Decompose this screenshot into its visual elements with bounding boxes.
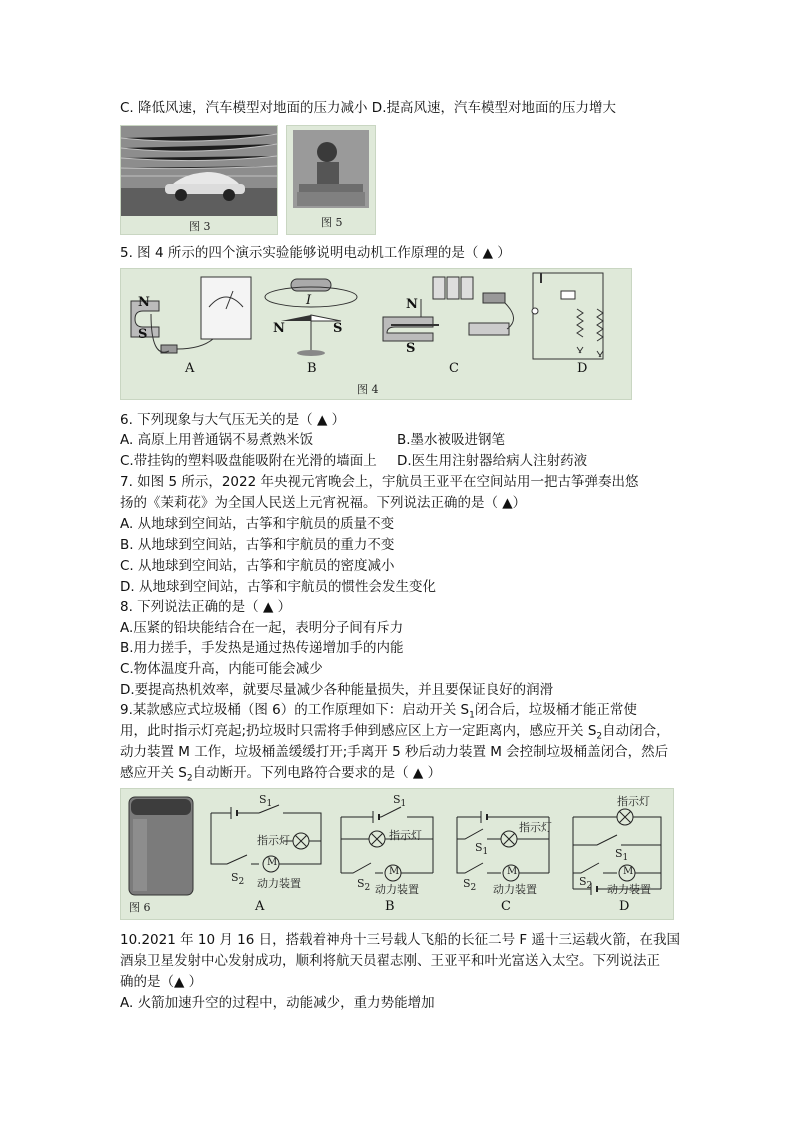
circuit-a-s1: $S_1$ <box>259 793 273 810</box>
figure-4 <box>120 268 632 400</box>
figure-4-label-c: C <box>449 361 459 376</box>
question-6-option-c: C.带挂钩的塑料吸盘能吸附在光滑的墙面上 <box>120 453 377 469</box>
figure-6-caption: 图 6 <box>129 901 151 914</box>
magnet-n-label-c: N <box>406 297 418 312</box>
circuit-b-lamp-label: 指示灯 <box>389 829 422 842</box>
question-6-stem: 6. 下列现象与大气压无关的是（ ▲ ） <box>120 412 346 428</box>
needle-s-label: S <box>333 321 343 336</box>
figure-4-caption: 图 4 <box>357 383 379 396</box>
circuit-c-s2: $S_2$ <box>463 877 477 894</box>
question-8-stem: 8. 下列说法正确的是（ ▲ ） <box>120 599 292 615</box>
figure-6 <box>120 788 674 920</box>
question-7-option-a: A. 从地球到空间站，古筝和宇航员的质量不变 <box>120 516 395 532</box>
circuit-c-lamp-label: 指示灯 <box>519 821 552 834</box>
figure-6-label-c: C <box>501 899 511 914</box>
wind-tunnel-car-image <box>121 126 277 216</box>
circuit-c-s1: $S_1$ <box>475 841 489 858</box>
question-9-line3: 动力装置 M 工作，垃圾桶盖缓缓打开;手离开 5 秒后动力装置 M 会控制垃圾桶盖闭合，然后 <box>120 744 669 760</box>
figure-3-caption: 图 3 <box>189 220 211 233</box>
circuit-b-s1: $S_1$ <box>393 793 407 810</box>
astronaut-guzheng-image <box>287 126 375 210</box>
circuit-a-s2: $S_2$ <box>231 871 245 888</box>
figure-4-drawings <box>121 269 631 399</box>
figure-4-label-d: D <box>577 361 588 376</box>
figure-4-label-b: B <box>307 361 317 376</box>
circuit-a-motor-m: M <box>267 857 278 868</box>
figure-5-caption: 图 5 <box>321 216 343 229</box>
circuit-d-lamp-label: 指示灯 <box>617 795 650 808</box>
figure-4-label-a: A <box>185 361 195 376</box>
circuit-b-motor-label: 动力装置 <box>375 883 419 896</box>
question-7-stem-line1: 7. 如图 5 所示，2022 年央视元宵晚会上，宇航员王亚平在空间站用一把古筝弹奏出悠 <box>120 474 639 490</box>
circuit-d-motor-label: 动力装置 <box>607 883 651 896</box>
question-8-option-b: B.用力搓手，手发热是通过热传递增加手的内能 <box>120 640 404 656</box>
question-9-line1: 9.某款感应式垃圾桶（图 6）的工作原理如下：启动开关 $S_1$闭合后，垃圾桶才能正常使 <box>120 702 637 721</box>
q4-options-cd: C. 降低风速，汽车模型对地面的压力减小 D.提高风速，汽车模型对地面的压力增大 <box>120 100 616 116</box>
circuit-d-s1: $S_1$ <box>615 847 629 864</box>
magnet-n-label-a: N <box>138 295 150 310</box>
question-8-option-d: D.要提高热机效率，就要尽量减少各种能量损失，并且要保证良好的润滑 <box>120 682 554 698</box>
circuit-c-motor-m: M <box>507 866 518 877</box>
needle-n-label: N <box>273 321 285 336</box>
current-i-label: I <box>306 293 312 308</box>
circuit-d-motor-m: M <box>623 866 634 877</box>
circuit-c-motor-label: 动力装置 <box>493 883 537 896</box>
magnet-s-label-c: S <box>406 341 416 356</box>
question-7-stem-line2: 扬的《茉莉花》为全国人民送上元宵祝福。下列说法正确的是（ ▲） <box>120 495 527 511</box>
question-7-option-b: B. 从地球到空间站，古筝和宇航员的重力不变 <box>120 537 395 553</box>
question-5: 5. 图 4 所示的四个演示实验能够说明电动机工作原理的是（ ▲ ） <box>120 245 511 261</box>
question-10-line3: 确的是（▲ ） <box>120 974 203 990</box>
circuit-d-s2: $S_2$ <box>579 875 593 892</box>
circuit-a-motor-label: 动力装置 <box>257 877 301 890</box>
circuit-b-s2: $S_2$ <box>357 877 371 894</box>
circuit-a-lamp-label: 指示灯 <box>257 834 290 847</box>
figure-6-label-b: B <box>385 899 395 914</box>
question-7-option-d: D. 从地球到空间站，古筝和宇航员的惯性会发生变化 <box>120 579 436 595</box>
question-7-option-c: C. 从地球到空间站，古筝和宇航员的密度减小 <box>120 558 395 574</box>
question-6-option-a: A. 高原上用普通锅不易煮熟米饭 <box>120 432 314 448</box>
question-6-option-b: B.墨水被吸进钢笔 <box>397 432 506 448</box>
magnet-s-label-a: S <box>138 327 148 342</box>
question-9-line2: 用，此时指示灯亮起;扔垃圾时只需将手伸到感应区上方一定距离内，感应开关 $S_2$自动闭合， <box>120 723 670 742</box>
question-10-line1: 10.2021 年 10 月 16 日，搭载着神舟十三号载人飞船的长征二号 F 遥十三运载火箭，在我国 <box>120 932 680 948</box>
question-9-line4: 感应开关 $S_2$自动断开。下列电路符合要求的是（ ▲ ） <box>120 765 442 784</box>
circuit-b-motor-m: M <box>389 866 400 877</box>
question-6-option-d: D.医生用注射器给病人注射药液 <box>397 453 588 469</box>
question-8-option-a: A.压紧的铅块能结合在一起，表明分子间有斥力 <box>120 620 404 636</box>
figure-3 <box>120 125 278 235</box>
figure-6-label-a: A <box>255 899 265 914</box>
question-10-line2: 酒泉卫星发射中心发射成功，顺利将航天员翟志刚、王亚平和叶光富送入太空。下列说法正 <box>120 953 660 969</box>
figure-6-label-d: D <box>619 899 630 914</box>
figure-5 <box>286 125 376 235</box>
question-10-option-a: A. 火箭加速升空的过程中，动能减少，重力势能增加 <box>120 995 435 1011</box>
question-8-option-c: C.物体温度升高，内能可能会减少 <box>120 661 323 677</box>
